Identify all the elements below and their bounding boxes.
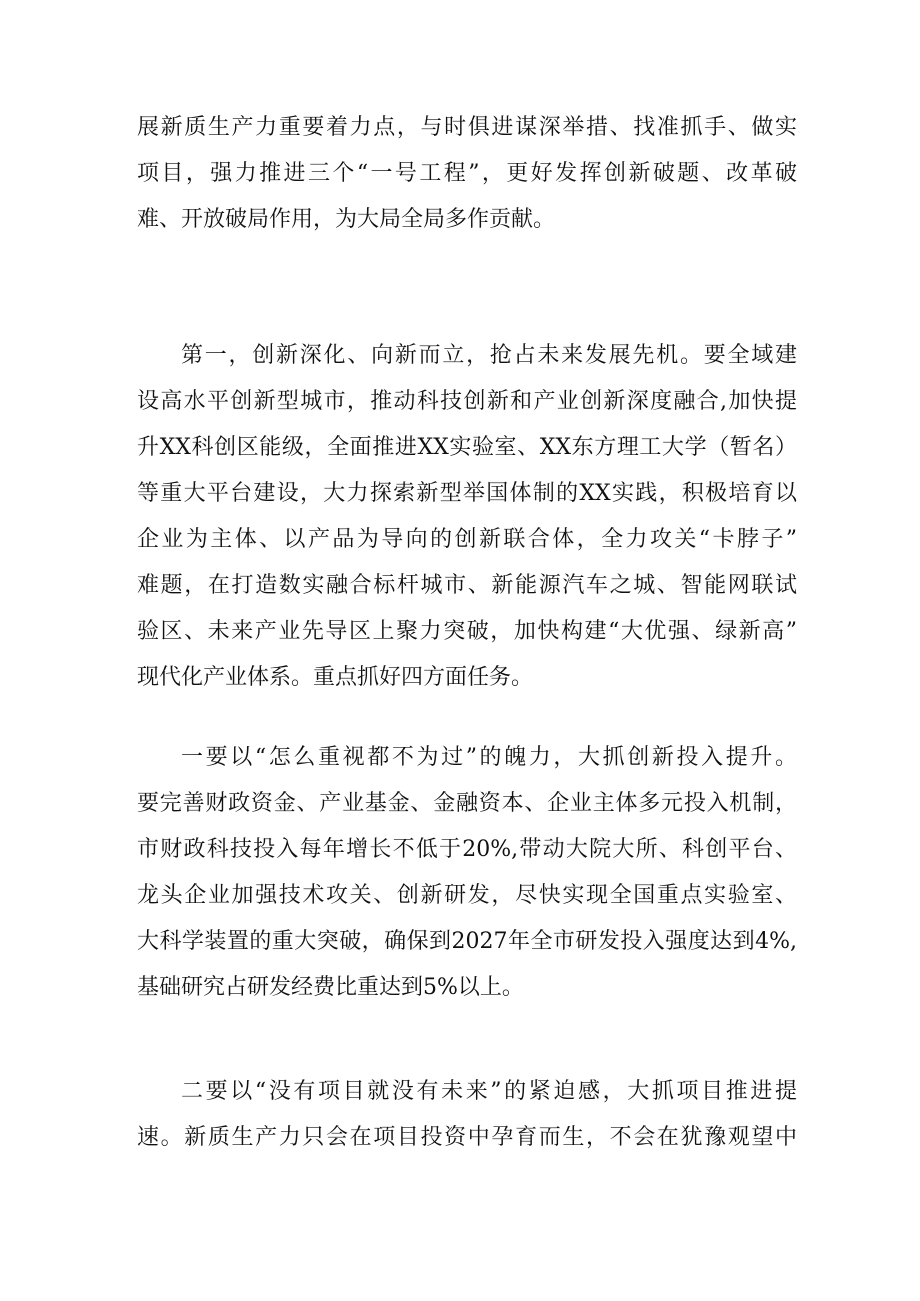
text-line: 市财政科技投入每年增长不低于20%,带动大院大所、科创平台、 (137, 837, 797, 862)
text-line: 升XX科创区能级，全面推进XX实验室、XX东方理工大学（暂名） (137, 435, 797, 460)
text-line: 大科学装置的重大突破，确保到2027年全市研发投入强度达到4%, (137, 929, 797, 954)
text-line: 设高水平创新型城市，推动科技创新和产业创新深度融合,加快提 (137, 389, 797, 414)
text-line: 项目，强力推进三个“一号工程”，更好发挥创新破题、改革破 (137, 161, 797, 186)
paragraph-4 (137, 1069, 797, 1161)
paragraph-1 (137, 105, 797, 243)
text-line: 企业为主体、以产品为导向的创新联合体，全力攻关“卡脖子” (137, 527, 797, 552)
text-line: 难题，在打造数实融合标杆城市、新能源汽车之城、智能网联试 (137, 573, 797, 598)
text-line: 验区、未来产业先导区上聚力突破，加快构建“大优强、绿新高” (137, 619, 797, 644)
paragraph-3 (137, 735, 797, 1011)
text-line: 要完善财政资金、产业基金、金融资本、企业主体多元投入机制， (137, 791, 797, 816)
text-line: 基础研究占研发经费比重达到5%以上。 (137, 975, 524, 1000)
text-line: 二要以“没有项目就没有未来”的紧迫感，大抓项目推进提 (181, 1079, 797, 1104)
text-line: 现代化产业体系。重点抓好四方面任务。 (137, 665, 534, 690)
paragraph-2 (137, 333, 797, 701)
text-line: 一要以“怎么重视都不为过”的魄力，大抓创新投入提升。 (181, 745, 797, 770)
text-line: 展新质生产力重要着力点，与时俱进谋深举措、找准抓手、做实 (137, 115, 797, 140)
text-line: 速。新质生产力只会在项目投资中孕育而生，不会在犹豫观望中 (137, 1125, 797, 1150)
text-line: 难、开放破局作用，为大局全局多作贡献。 (137, 207, 556, 232)
text-line: 第一，创新深化、向新而立，抢占未来发展先机。要全域建 (181, 343, 797, 368)
text-line: 等重大平台建设，大力探索新型举国体制的XX实践，积极培育以 (137, 481, 797, 506)
text-line: 龙头企业加强技术攻关、创新研发，尽快实现全国重点实验室、 (137, 883, 797, 908)
